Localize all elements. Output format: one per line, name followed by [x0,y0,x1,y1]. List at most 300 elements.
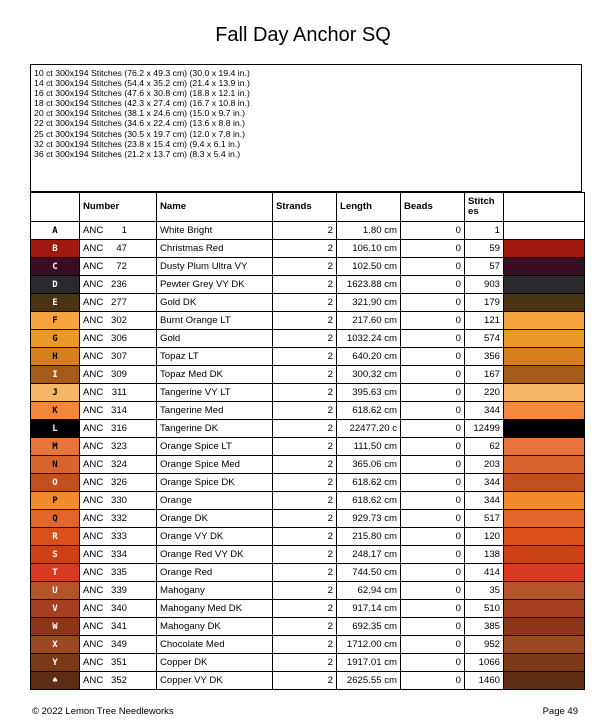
stitches-cell: 220 [465,384,504,402]
number-cell [80,582,157,600]
beads-cell: 0 [401,384,465,402]
name-cell: Burnt Orange LT [157,312,273,330]
number-cell [80,438,157,456]
thread-brand: ANC [83,513,104,524]
length-cell: 111.50 cm [337,438,401,456]
length-cell: 929.73 cm [337,510,401,528]
page-title: Fall Day Anchor SQ [215,24,391,46]
thread-brand: ANC [83,225,104,236]
stitches-cell: 57 [465,258,504,276]
thread-number: 1 [121,225,127,236]
length-cell: 917.14 cm [337,600,401,618]
strands-cell: 2 [273,474,337,492]
name-cell: Orange Spice LT [157,438,273,456]
number-cell [80,240,157,258]
fabric-size-line: 36 ct 300x194 Stitches (21.2 x 13.7 cm) (8.3 x 5.4 in.) [34,148,241,159]
beads-cell: 0 [401,510,465,528]
table-row [31,492,585,510]
number-cell [80,294,157,312]
stitches-cell: 167 [465,366,504,384]
color-swatch [504,582,585,600]
number-cell [80,546,157,564]
symbol-cell: T [31,564,80,582]
name-cell: Mahogany DK [157,618,273,636]
beads-cell: 0 [401,348,465,366]
stitches-cell: 59 [465,240,504,258]
color-swatch [504,456,585,474]
thread-number: 334 [110,549,127,560]
beads-cell: 0 [401,240,465,258]
header-name: Name [157,193,273,222]
table-header-row [31,193,585,222]
beads-cell: 0 [401,276,465,294]
number-cell [80,384,157,402]
thread-brand: ANC [83,567,104,578]
name-cell: Copper VY DK [157,672,273,690]
number-cell [80,510,157,528]
number-cell [80,600,157,618]
header-stitches: Stitch es [465,193,504,222]
footer-page-number: Page 49 [542,706,578,717]
stitches-cell: 356 [465,348,504,366]
beads-cell: 0 [401,456,465,474]
fabric-size-line: 32 ct 300x194 Stitches (23.8 x 15.4 cm) (9.4 x 6.1 in.) [34,138,241,149]
beads-cell: 0 [401,618,465,636]
beads-cell: 0 [401,546,465,564]
name-cell: Orange Red [157,564,273,582]
name-cell: Christmas Red [157,240,273,258]
stitches-cell: 138 [465,546,504,564]
color-swatch [504,672,585,690]
thread-brand: ANC [83,315,104,326]
thread-brand: ANC [83,477,104,488]
thread-number: 339 [110,585,127,596]
thread-brand: ANC [83,369,104,380]
stitches-cell: 1066 [465,654,504,672]
strands-cell: 2 [273,528,337,546]
thread-number: 323 [110,441,127,452]
name-cell: Orange [157,492,273,510]
table-row [31,240,585,258]
color-swatch [504,654,585,672]
length-cell: 215.80 cm [337,528,401,546]
strands-cell: 2 [273,582,337,600]
beads-cell: 0 [401,312,465,330]
color-swatch [504,600,585,618]
thread-number: 302 [110,315,127,326]
table-row [31,384,585,402]
thread-brand: ANC [83,657,104,668]
stitches-cell: 1460 [465,672,504,690]
color-swatch [504,618,585,636]
beads-cell: 0 [401,654,465,672]
number-cell [80,636,157,654]
name-cell: Chocolate Med [157,636,273,654]
number-cell [80,564,157,582]
symbol-cell: O [31,474,80,492]
fabric-sizes-list [34,68,581,159]
table-row [31,546,585,564]
number-cell [80,528,157,546]
number-cell [80,312,157,330]
strands-cell: 2 [273,294,337,312]
header-symbol [31,193,80,222]
table-row [31,222,585,240]
length-cell: 618.62 cm [337,492,401,510]
strands-cell: 2 [273,420,337,438]
beads-cell: 0 [401,222,465,240]
beads-cell: 0 [401,438,465,456]
color-swatch [504,258,585,276]
thread-brand: ANC [83,639,104,650]
table-row [31,618,585,636]
length-cell: 62.94 cm [337,582,401,600]
table-row [31,438,585,456]
thread-brand: ANC [83,549,104,560]
length-cell: 618.62 cm [337,474,401,492]
number-cell [80,366,157,384]
table-row [31,528,585,546]
symbol-cell: P [31,492,80,510]
thread-number: 332 [110,513,127,524]
length-cell: 321.90 cm [337,294,401,312]
strands-cell: 2 [273,312,337,330]
stitches-cell: 121 [465,312,504,330]
table-row [31,672,585,690]
name-cell: Topaz Med DK [157,366,273,384]
strands-cell: 2 [273,492,337,510]
length-cell: 640.20 cm [337,348,401,366]
symbol-cell: I [31,366,80,384]
name-cell: Orange VY DK [157,528,273,546]
number-cell [80,258,157,276]
stitches-cell: 952 [465,636,504,654]
thread-number: 333 [110,531,127,542]
stitches-cell: 903 [465,276,504,294]
color-swatch [504,384,585,402]
number-cell [80,420,157,438]
stitches-cell: 203 [465,456,504,474]
thread-brand: ANC [83,297,104,308]
fabric-size-line: 10 ct 300x194 Stitches (76.2 x 49.3 cm) (30.0 x 19.4 in.) [34,68,250,78]
strands-cell: 2 [273,546,337,564]
length-cell: 248.17 cm [337,546,401,564]
color-swatch [504,636,585,654]
stitches-cell: 344 [465,402,504,420]
strands-cell: 2 [273,600,337,618]
symbol-cell: ♠ [31,672,80,690]
length-cell: 300.32 cm [337,366,401,384]
color-swatch [504,492,585,510]
table-row [31,276,585,294]
beads-cell: 0 [401,330,465,348]
length-cell: 2625.55 cm [337,672,401,690]
thread-number: 352 [110,675,127,686]
symbol-cell: U [31,582,80,600]
table-row [31,402,585,420]
thread-brand: ANC [83,603,104,614]
stitches-cell: 120 [465,528,504,546]
thread-number: 72 [116,261,127,272]
table-row [31,654,585,672]
number-cell [80,654,157,672]
table-row [31,474,585,492]
name-cell: Orange Spice DK [157,474,273,492]
symbol-cell: C [31,258,80,276]
length-cell: 365.06 cm [337,456,401,474]
length-cell: 618.62 cm [337,402,401,420]
length-cell: 1917.01 cm [337,654,401,672]
name-cell: Mahogany [157,582,273,600]
number-cell [80,618,157,636]
stitches-cell: 517 [465,510,504,528]
color-swatch [504,240,585,258]
thread-number: 314 [110,405,127,416]
footer-copyright: © 2022 Lemon Tree Needleworks [32,706,174,717]
color-swatch [504,330,585,348]
strands-cell: 2 [273,672,337,690]
color-swatch [504,474,585,492]
name-cell: Gold [157,330,273,348]
thread-number: 316 [110,423,127,434]
stitches-cell: 1 [465,222,504,240]
number-cell [80,672,157,690]
color-swatch [504,402,585,420]
color-swatch [504,528,585,546]
symbol-cell: E [31,294,80,312]
stitches-cell: 35 [465,582,504,600]
beads-cell: 0 [401,258,465,276]
number-cell [80,222,157,240]
beads-cell: 0 [401,366,465,384]
symbol-cell: Q [31,510,80,528]
symbol-cell: S [31,546,80,564]
thread-number: 47 [116,243,127,254]
symbol-cell: N [31,456,80,474]
color-swatch [504,276,585,294]
table-row [31,258,585,276]
fabric-size-line: 22 ct 300x194 Stitches (34.6 x 22.4 cm) (13.6 x 8.8 in.) [34,118,246,129]
name-cell: Copper DK [157,654,273,672]
thread-number: 311 [111,387,127,398]
thread-brand: ANC [83,441,104,452]
fabric-size-line: 14 ct 300x194 Stitches (54.4 x 35.2 cm) (21.4 x 13.9 in.) [34,78,250,89]
table-row [31,366,585,384]
name-cell: Dusty Plum Ultra VY [157,258,273,276]
header-beads: Beads [401,193,465,222]
table-row [31,564,585,582]
thread-brand: ANC [83,459,104,470]
table-row [31,600,585,618]
beads-cell: 0 [401,672,465,690]
strands-cell: 2 [273,402,337,420]
strands-cell: 2 [273,456,337,474]
name-cell: Orange Spice Med [157,456,273,474]
legend-body [31,222,585,690]
beads-cell: 0 [401,564,465,582]
length-cell: 1712.00 cm [337,636,401,654]
strands-cell: 2 [273,330,337,348]
stitches-cell: 574 [465,330,504,348]
number-cell [80,330,157,348]
strands-cell: 2 [273,258,337,276]
symbol-cell: W [31,618,80,636]
fabric-size-line: 18 ct 300x194 Stitches (42.3 x 27.4 cm) (16.7 x 10.8 in.) [34,98,250,109]
thread-number: 306 [110,333,127,344]
thread-brand: ANC [83,423,104,434]
symbol-cell: A [31,222,80,240]
thread-number: 277 [110,297,127,308]
strands-cell: 2 [273,438,337,456]
color-swatch [504,546,585,564]
name-cell: Tangerine DK [157,420,273,438]
length-cell: 102.50 cm [337,258,401,276]
color-swatch [504,564,585,582]
color-swatch [504,420,585,438]
strands-cell: 2 [273,384,337,402]
strands-cell: 2 [273,276,337,294]
name-cell: Mahogany Med DK [157,600,273,618]
stitches-cell: 12499 [465,420,504,438]
table-row [31,420,585,438]
table-row [31,312,585,330]
length-cell: 106.10 cm [337,240,401,258]
number-cell [80,276,157,294]
stitches-cell: 414 [465,564,504,582]
number-cell [80,456,157,474]
name-cell: Pewter Grey VY DK [157,276,273,294]
symbol-cell: R [31,528,80,546]
symbol-cell: J [31,384,80,402]
thread-brand: ANC [83,531,104,542]
thread-number: 309 [110,369,127,380]
thread-number: 351 [110,657,127,668]
color-swatch [504,312,585,330]
symbol-cell: H [31,348,80,366]
number-cell [80,492,157,510]
strands-cell: 2 [273,564,337,582]
symbol-cell: Y [31,654,80,672]
table-row [31,330,585,348]
thread-brand: ANC [83,495,104,506]
name-cell: Orange DK [157,510,273,528]
length-cell: 744.50 cm [337,564,401,582]
beads-cell: 0 [401,420,465,438]
beads-cell: 0 [401,294,465,312]
number-cell [80,402,157,420]
table-row [31,348,585,366]
strands-cell: 2 [273,618,337,636]
stitches-cell: 510 [465,600,504,618]
thread-brand: ANC [83,351,104,362]
fabric-size-line: 16 ct 300x194 Stitches (47.6 x 30.8 cm) (18.8 x 12.1 in.) [34,88,250,99]
table-row [31,456,585,474]
thread-brand: ANC [83,387,104,398]
color-swatch [504,510,585,528]
thread-number: 236 [110,279,127,290]
color-swatch [504,222,585,240]
symbol-cell: X [31,636,80,654]
name-cell: Topaz LT [157,348,273,366]
stitches-cell: 344 [465,492,504,510]
stitches-cell: 62 [465,438,504,456]
beads-cell: 0 [401,582,465,600]
length-cell: 1623.88 cm [337,276,401,294]
strands-cell: 2 [273,654,337,672]
fabric-size-line: 20 ct 300x194 Stitches (38.1 x 24.6 cm) (15.0 x 9.7 in.) [34,108,246,119]
color-swatch [504,366,585,384]
table-row [31,636,585,654]
stitches-cell: 179 [465,294,504,312]
header-length: Length [337,193,401,222]
symbol-cell: D [31,276,80,294]
thread-number: 326 [110,477,127,488]
length-cell: 217.60 cm [337,312,401,330]
thread-brand: ANC [83,261,104,272]
name-cell: Tangerine Med [157,402,273,420]
header-strands: Strands [273,193,337,222]
length-cell: 22477.20 c [337,420,401,438]
thread-brand: ANC [83,243,104,254]
number-cell [80,474,157,492]
symbol-cell: F [31,312,80,330]
thread-number: 307 [110,351,127,362]
thread-brand: ANC [83,333,104,344]
thread-number: 324 [110,459,127,470]
symbol-cell: M [31,438,80,456]
name-cell: White Bright [157,222,273,240]
symbol-cell: G [31,330,80,348]
table-row [31,294,585,312]
header-number: Number [80,193,157,222]
fabric-sizes-box [30,64,582,192]
symbol-cell: L [31,420,80,438]
strands-cell: 2 [273,240,337,258]
thread-brand: ANC [83,279,104,290]
beads-cell: 0 [401,492,465,510]
strands-cell: 2 [273,366,337,384]
length-cell: 1.80 cm [337,222,401,240]
thread-number: 341 [110,621,127,632]
symbol-cell: B [31,240,80,258]
color-swatch [504,294,585,312]
length-cell: 1032.24 cm [337,330,401,348]
length-cell: 692.35 cm [337,618,401,636]
thread-brand: ANC [83,405,104,416]
beads-cell: 0 [401,528,465,546]
fabric-size-line: 25 ct 300x194 Stitches (30.5 x 19.7 cm) (12.0 x 7.8 in.) [34,128,246,139]
name-cell: Orange Red VY DK [157,546,273,564]
name-cell: Tangerine VY LT [157,384,273,402]
name-cell: Gold DK [157,294,273,312]
header-swatch [504,193,585,222]
thread-number: 335 [110,567,127,578]
length-cell: 395.63 cm [337,384,401,402]
thread-brand: ANC [83,585,104,596]
beads-cell: 0 [401,636,465,654]
strands-cell: 2 [273,636,337,654]
beads-cell: 0 [401,474,465,492]
stitches-cell: 385 [465,618,504,636]
strands-cell: 2 [273,348,337,366]
stitches-cell: 344 [465,474,504,492]
color-swatch [504,438,585,456]
thread-number: 340 [110,603,127,614]
symbol-cell: V [31,600,80,618]
color-swatch [504,348,585,366]
thread-number: 330 [110,495,127,506]
number-cell [80,348,157,366]
